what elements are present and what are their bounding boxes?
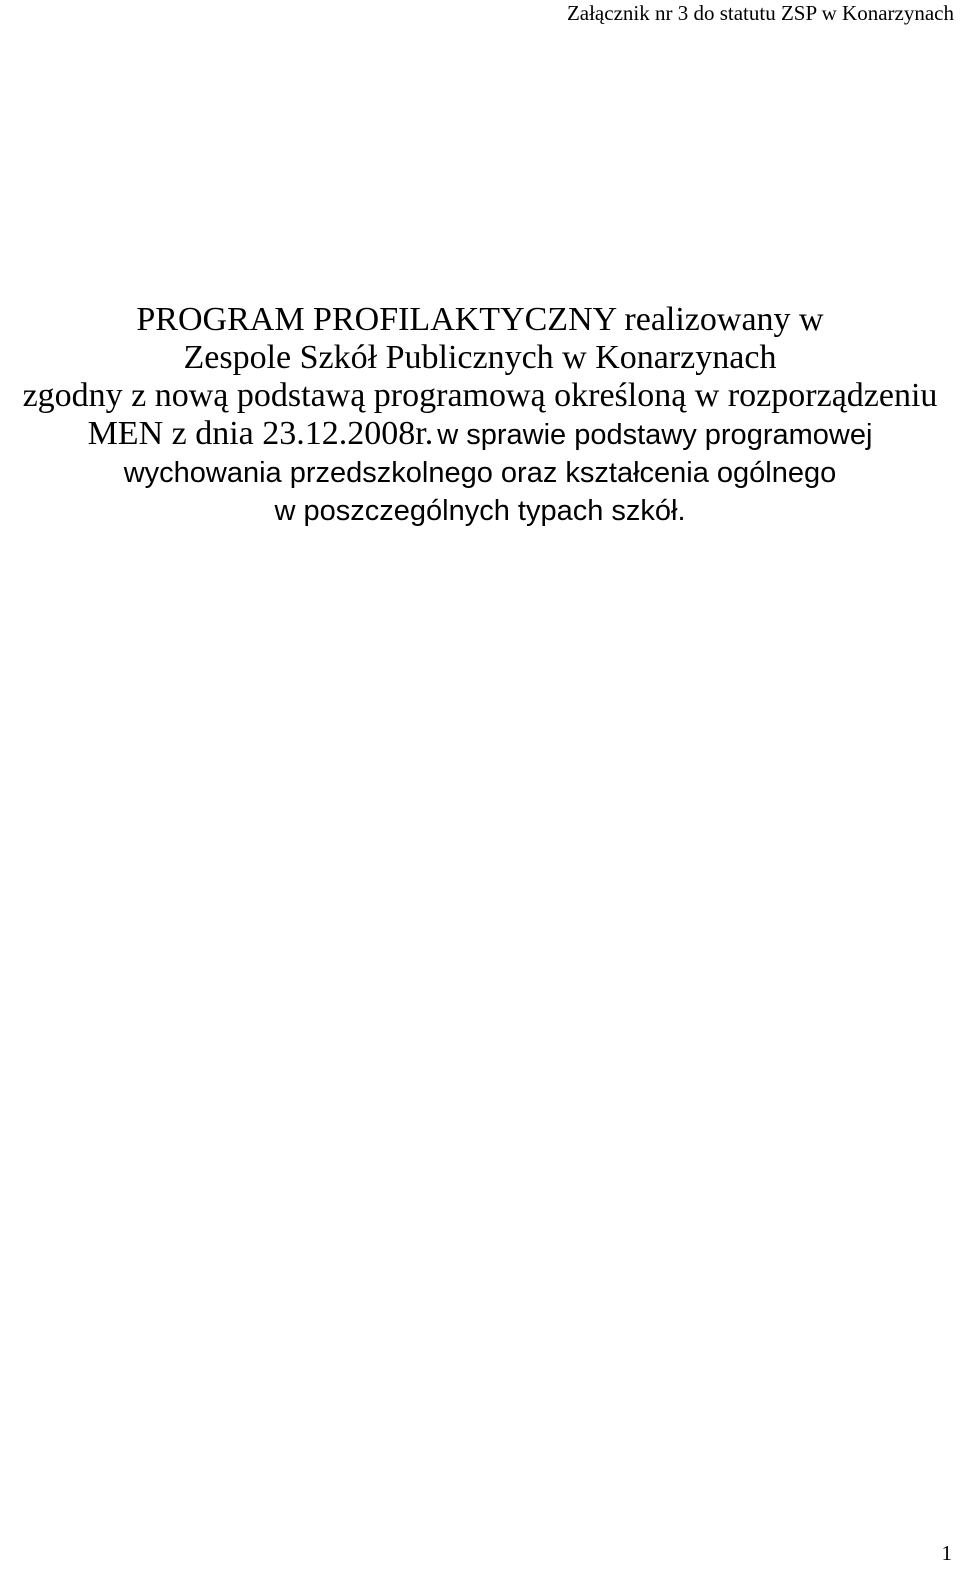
- title-line-6: w poszczególnych typach szkół.: [274, 495, 686, 527]
- title-line-2: Zespole Szkół Publicznych w Konarzynach: [183, 339, 777, 376]
- title-line-3: zgodny z nową podstawą programową określoną w rozporządzeniu: [22, 377, 938, 414]
- title-line-4-serif: MEN z dnia 23.12.2008r.: [87, 415, 434, 452]
- title-line-1: PROGRAM PROFILAKTYCZNY realizowany w: [136, 301, 824, 338]
- title-line-4: [0, 415, 960, 454]
- running-header: Załącznik nr 3 do statutu ZSP w Konarzynach: [566, 1, 954, 25]
- document-title: [0, 301, 960, 530]
- page-number: 1: [941, 1541, 952, 1565]
- title-line-4-sans: w sprawie podstawy programowej: [437, 419, 873, 451]
- title-line-5: wychowania przedszkolnego oraz kształcenia ogólnego: [123, 457, 837, 489]
